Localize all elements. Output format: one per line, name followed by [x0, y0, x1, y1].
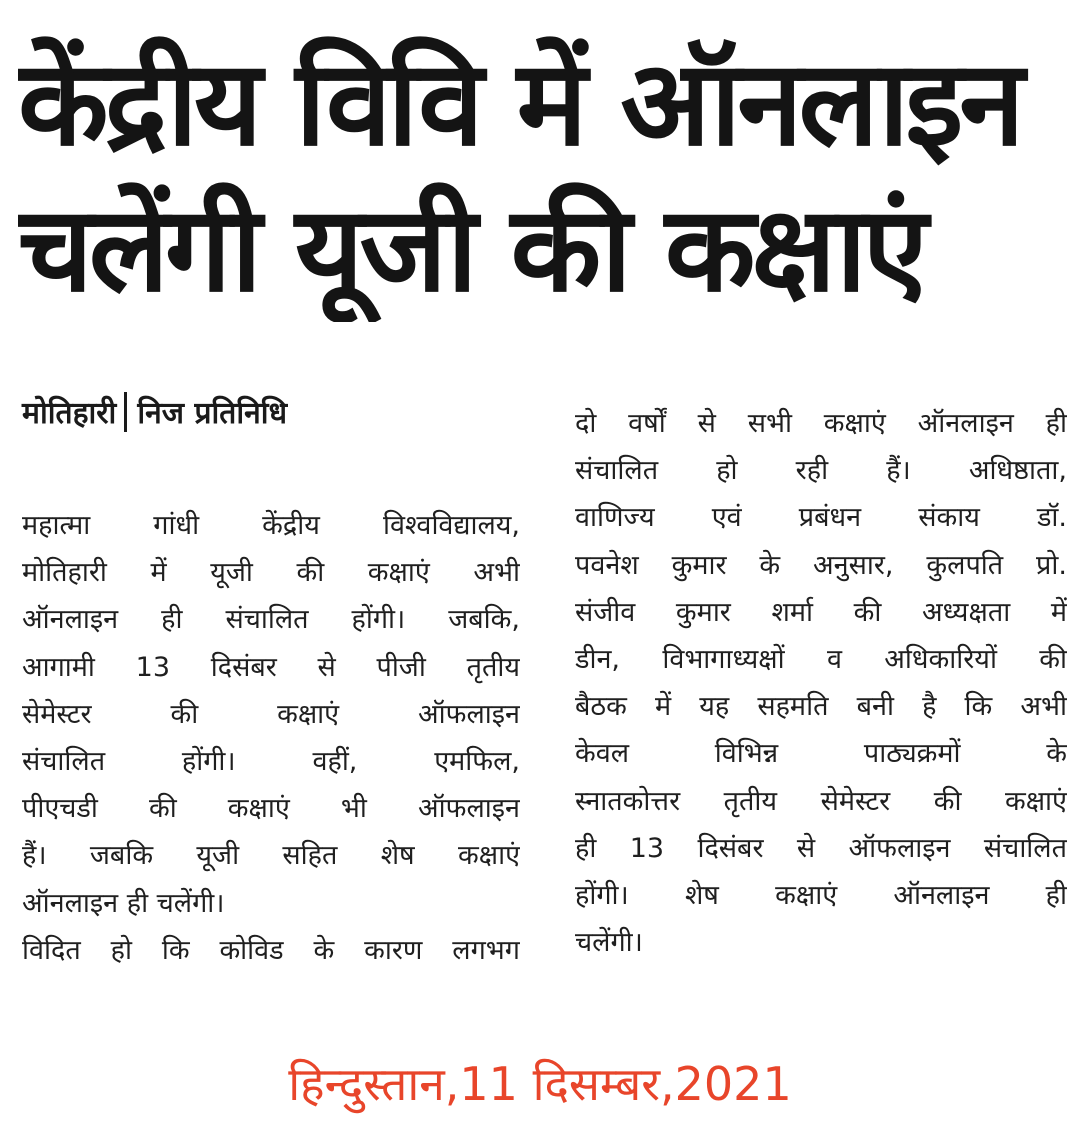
byline-separator: [124, 392, 127, 432]
byline: [22, 392, 287, 436]
text-line: संचालित हो रही हैं। अधिष्ठाता,: [575, 455, 1067, 487]
text-line: संचालित होंगी। वहीं, एमफिल,: [22, 745, 520, 777]
text-line: आगामी 13 दिसंबर से पीजी तृतीय: [22, 651, 520, 683]
text-line: स्नातकोत्तर तृतीय सेमेस्टर की कक्षाएं: [575, 785, 1067, 817]
text-line: संजीव कुमार शर्मा की अध्यक्षता में: [575, 596, 1067, 628]
text-line: मोतिहारी में यूजी की कक्षाएं अभी: [22, 557, 520, 589]
headline-line-1: केंद्रीय विवि में ऑनलाइन: [18, 34, 1021, 172]
text-line: पीएचडी की कक्षाएं भी ऑफलाइन: [22, 793, 520, 825]
article-column-left: [22, 502, 520, 974]
text-line: हैं। जबकि यूजी सहित शेष कक्षाएं: [22, 840, 520, 872]
article-column-right: [575, 400, 1067, 966]
byline-place: मोतिहारी: [22, 396, 117, 431]
text-line: महात्मा गांधी केंद्रीय विश्वविद्यालय,: [22, 510, 520, 541]
text-line: विदित हो कि कोविड के कारण लगभग: [22, 934, 520, 966]
text-line: केवल विभिन्न पाठ्यक्रमों के: [575, 738, 1067, 770]
text-line: डीन, विभागाध्यक्षों व अधिकारियों की: [575, 643, 1067, 675]
source-credit: हिन्दुस्तान,11 दिसम्बर,2021: [288, 1057, 792, 1111]
headline-line-2: चलेंगी यूजी की कक्षाएं: [18, 180, 924, 318]
text-line: दो वर्षों से सभी कक्षाएं ऑनलाइन ही: [575, 408, 1067, 439]
text-line: सेमेस्टर की कक्षाएं ऑफलाइन: [22, 698, 520, 730]
text-line: होंगी। शेष कक्षाएं ऑनलाइन ही: [575, 879, 1067, 911]
headline: [18, 30, 1068, 322]
text-line: बैठक में यह सहमति बनी है कि अभी: [575, 691, 1067, 723]
text-line: चलेंगी।: [575, 927, 643, 959]
byline-reporter: निज प्रतिनिधि: [137, 396, 288, 431]
text-line: पवनेश कुमार के अनुसार, कुलपति प्रो.: [575, 549, 1067, 581]
text-line: ऑनलाइन ही चलेंगी।: [22, 887, 225, 919]
text-line: ऑनलाइन ही संचालित होंगी। जबकि,: [22, 604, 520, 636]
text-line: वाणिज्य एवं प्रबंधन संकाय डॉ.: [575, 502, 1067, 534]
text-line: ही 13 दिसंबर से ऑफलाइन संचालित: [575, 832, 1067, 864]
